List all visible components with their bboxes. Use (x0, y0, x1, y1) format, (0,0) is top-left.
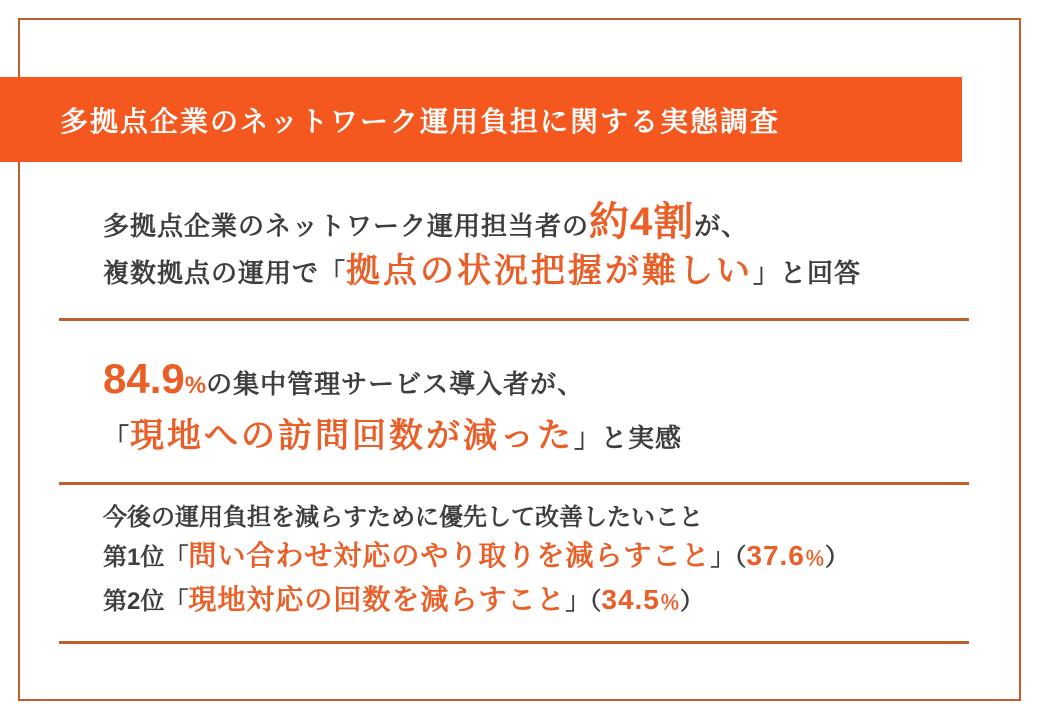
finding-3-heading-text: 今後の運用負担を減らすために優先して改善したいこと (103, 504, 703, 531)
finding-2-line-1 (103, 355, 584, 403)
finding-2-line-2 (103, 417, 682, 456)
finding-2-highlight-percentage: 84.9 (103, 355, 185, 402)
finding-1-text: 多拠点企業のネットワーク運用担当者の (103, 211, 590, 241)
finding-2-text: 「 (103, 423, 131, 453)
finding-3-rank1-bracket: ） (824, 544, 849, 571)
finding-1-line-2 (103, 252, 861, 291)
finding-1-text: が、 (694, 211, 749, 241)
finding-1-text: 複数拠点の運用で「 (103, 258, 347, 288)
finding-3-rank2-bracket: ） (679, 588, 704, 615)
finding-3-rank2-percent-sign: ％ (659, 592, 680, 614)
finding-2-text: 」と実感 (574, 423, 683, 453)
finding-3-rank1-highlight: 問い合わせ対応のやり取りを減らすこと (188, 540, 711, 571)
section-divider (59, 318, 969, 321)
finding-2-text: の集中管理サービス導入者が、 (206, 369, 585, 399)
finding-1-highlight-quote: 拠点の状況把握が難しい (346, 252, 754, 290)
finding-3-rank2-bracket: 」（ (565, 588, 602, 615)
finding-3-rank1-label: 第1位「 (103, 544, 189, 571)
finding-2-highlight-quote: 現地への訪問回数が減った (130, 417, 575, 455)
finding-1-highlight-ratio: 約4割 (589, 200, 695, 244)
finding-3-rank2-label: 第2位「 (103, 588, 189, 615)
finding-1-line-1 (103, 199, 748, 245)
finding-3-rank-2 (103, 584, 704, 616)
finding-3-rank-1 (103, 540, 849, 572)
finding-3-heading (103, 504, 703, 532)
section-divider (59, 482, 969, 485)
report-title-banner (0, 77, 962, 162)
finding-3-rank1-percentage: 37.6 (746, 540, 805, 571)
finding-3-rank1-bracket: 」（ (710, 544, 747, 571)
finding-3-rank1-percent-sign: ％ (804, 548, 825, 570)
finding-2-percent-sign: % (184, 372, 207, 399)
finding-1-text: 」と回答 (753, 258, 862, 288)
section-divider (59, 641, 969, 644)
report-title: 多拠点企業のネットワーク運用負担に関する実態調査 (60, 105, 781, 137)
finding-3-rank2-highlight: 現地対応の回数を減らすこと (188, 584, 566, 615)
finding-3-rank2-percentage: 34.5 (601, 584, 660, 615)
